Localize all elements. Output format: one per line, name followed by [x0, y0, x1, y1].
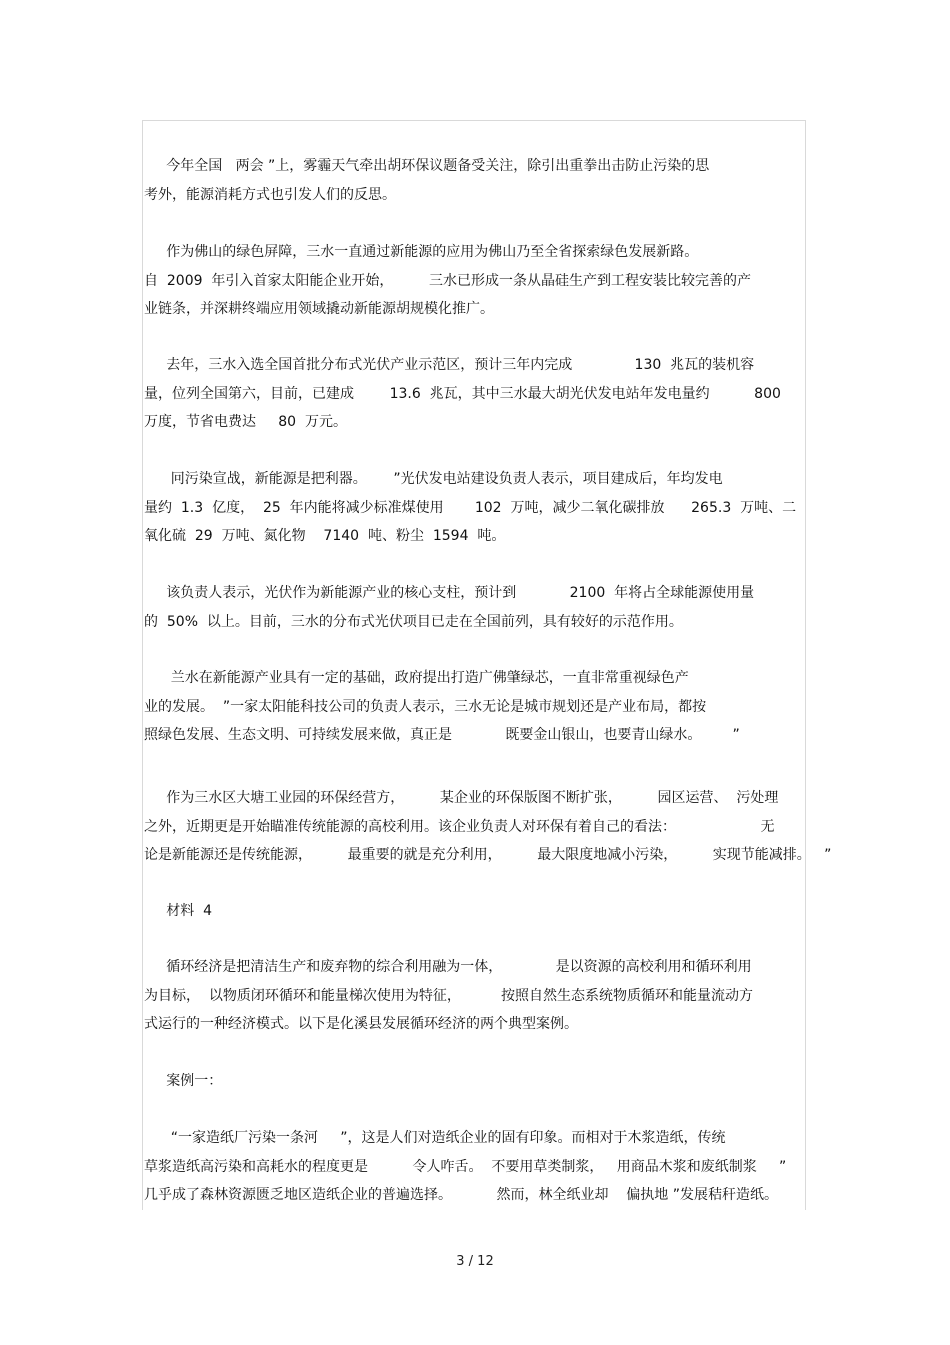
paragraph-2-line-2: 自 2009 年引入首家太阳能企业开始， 三水已形成一条从晶硅生产到工程安装比较完善的产: [144, 272, 752, 289]
paragraph-10-line-1: 案例一：: [144, 1073, 223, 1089]
paragraph-3-line-2: 量，位列全国第六，目前，已建成 13.6 兆瓦，其中三水最大胡光伏发电站年发电量约 800: [144, 385, 781, 402]
paragraph-7-line-3: 论是新能源还是传统能源， 最重要的就是充分利用， 最大限度地减小污染， 实现节能减排。 ”: [144, 847, 832, 864]
paragraph-1-line-2: 考外，能源消耗方式也引发人们的反思。: [144, 186, 396, 203]
paragraph-2-line-1: 作为佛山的绿色屏障，三水一直通过新能源的应用为佛山乃至全省探索绿色发展新路。: [144, 244, 699, 260]
paragraph-9-line-1: 循环经济是把清洁生产和废弃物的综合利用融为一体， 是以资源的高校利用和循环利用: [144, 959, 752, 975]
paragraph-3-line-1: 去年，三水入选全国首批分布式光伏产业示范区，预计三年内完成 130 兆瓦的装机容: [144, 357, 755, 373]
paragraph-5-line-1: 该负责人表示，光伏作为新能源产业的核心支柱，预计到 2100 年将占全球能源使用量: [144, 585, 755, 601]
paragraph-6-line-1: 兰水在新能源产业具有一定的基础，政府提出打造广佛肇绿芯，一直非常重视绿色产: [144, 670, 689, 686]
paragraph-1-line-1: 今年全国 两会 ”上，雾霾天气牵出胡环保议题备受关注，除引出重拳出击防止污染的思: [144, 158, 710, 174]
page-number: 3 / 12: [456, 1254, 494, 1269]
paragraph-7-line-2: 之外，近期更是开始瞄准传统能源的高校利用。该企业负责人对环保有着自己的看法： 无: [144, 818, 775, 835]
paragraph-9-line-2: 为目标， 以物质闭环循环和能量梯次使用为特征， 按照自然生态系统物质循环和能量流动方: [144, 987, 753, 1004]
paragraph-4-line-2: 量约 1.3 亿度， 25 年内能将减少标准煤使用 102 万吨，减少二氧化碳排放 265.3 万吨、二: [144, 499, 797, 516]
paragraph-3-line-3: 万度，节省电费达 80 万元。: [144, 414, 347, 431]
paragraph-8-line-1: 材料 4: [144, 903, 213, 919]
paragraph-6-line-3: 照绿色发展、生态文明、可持续发展来做，真正是 既要金山银山，也要青山绿水。 ”: [144, 727, 740, 744]
paragraph-2-line-3: 业链条，并深耕终端应用领域撬动新能源胡规模化推广。: [144, 301, 494, 318]
paragraph-11-line-3: 几乎成了森林资源匮乏地区造纸企业的普遍选择。 然而，林全纸业却 偏执地 ”发展秸秆造纸。: [144, 1187, 779, 1204]
paragraph-4-line-1: 冋污染宣战，新能源是把利器。 ”光伏发电站建设负责人表示，项目建成后，年均发电: [144, 471, 723, 487]
paragraph-11-line-1: “一家造纸厂污染一条河 ”，这是人们对造纸企业的固有印象。而相对于木浆造纸，传统: [144, 1130, 726, 1146]
paragraph-11-line-2: 草浆造纸高污染和高耗水的程度更是 令人咋舌。 不要用草类制浆， 用商品木浆和废纸制浆 ”: [144, 1158, 787, 1175]
paragraph-7-line-1: 作为三水区大塘工业园的环保经营方， 某企业的环保版图不断扩张， 园区运营、 污处理: [144, 790, 779, 806]
paragraph-4-line-3: 氧化硫 29 万吨、氮化物 7140 吨、粉尘 1594 吨。: [144, 528, 506, 545]
paragraph-9-line-3: 式运行的一种经济模式。以下是化溪县发展循环经济的两个典型案例。: [144, 1016, 578, 1033]
paragraph-5-line-2: 的 50% 以上。目前，三水的分布式光伏项目已走在全国前列，具有较好的示范作用。: [144, 613, 683, 630]
paragraph-6-line-2: 业的发展。 ”一家太阳能科技公司的负责人表示，三水无论是城市规划还是产业布局，都按: [144, 698, 707, 715]
